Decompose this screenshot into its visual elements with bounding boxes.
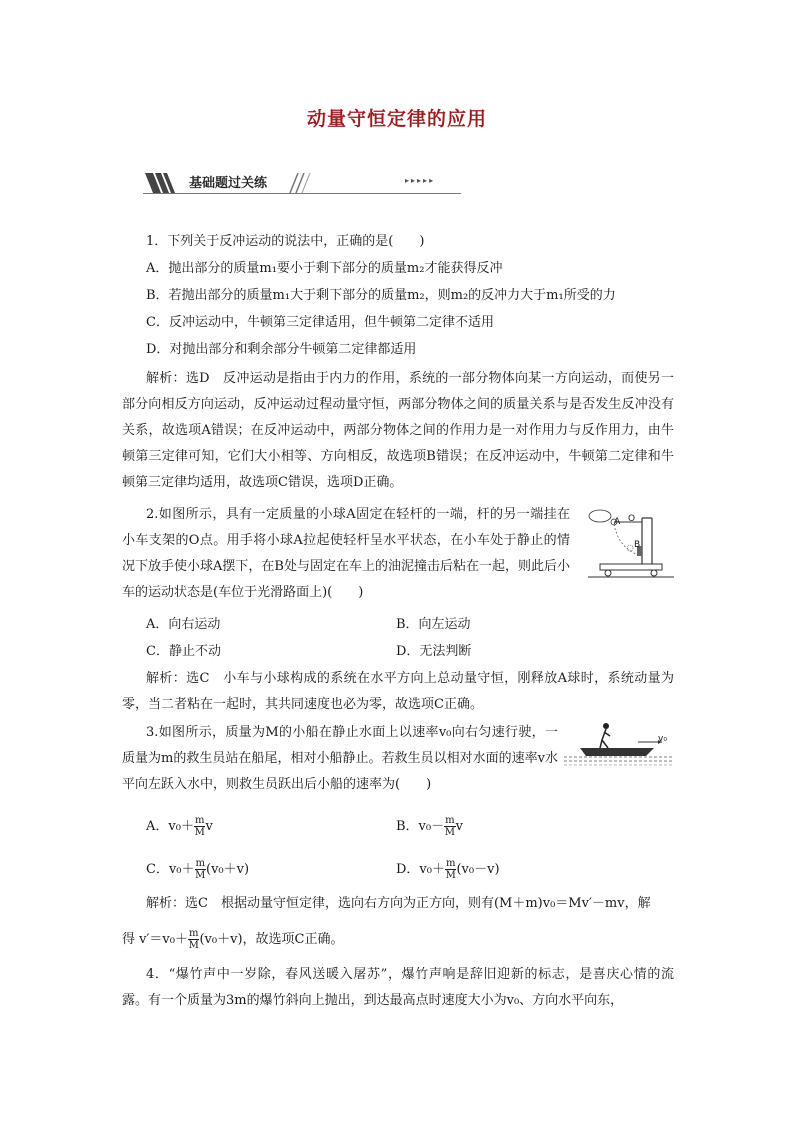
q3-analysis-prefix: 得 v′＝v₀＋ [122,932,188,947]
q1-option-d: D．对抛出部分和剩余部分牛顿第二定律都适用 [146,342,417,357]
q3-option-c-den: M [195,870,206,881]
banner-stripes-icon [143,173,183,193]
q3-option-b-num: m [445,815,455,826]
q3-option-b-suffix: v [455,819,463,834]
q2-stem: 2.如图所示，具有一定质量的小球A固定在轻杆的一端，杆的另一端挂在小车支架的O点。用手将小球A拉起使轻杆呈水平状态，在小车处于静止的情况下放手使小球A摆下，在B处与固定在车上的油泥撞击后粘在一起，则此后小车的运动状态是(车位于光滑路面上)( ) [122,507,570,600]
q1-option-a: A．抛出部分的质量m₁要小于剩下部分的质量m₂才能获得反冲 [146,261,503,276]
q2-figure-label-a: A [614,517,621,527]
q3-figure-label-v0: v₀ [658,734,667,744]
q3-option-b [396,815,463,838]
q3-analysis-line2 [122,928,343,951]
q4-stem: 4．“爆竹声中一岁除，春风送暖入屠苏”，爆竹声响是辞旧迎新的标志，是喜庆心情的流露。有一个质量为3m的爆竹斜向上抛出，到达最高点时速度大小为v₀、方向水平向东， [122,967,674,1008]
banner-rule [143,193,461,194]
q3-analysis-line1: 解析：选C 根据动量守恒定律，选向右方向为正方向，则有(M＋m)v₀＝Mv′－mv，解 [146,896,651,911]
q3-option-a-num: m [194,815,205,826]
q3-option-a-den: M [194,827,205,838]
q2-option-b: B．向左运动 [396,617,471,632]
q2-figure-label-b: B [634,540,641,550]
q3-option-b-fraction [444,815,455,838]
q3-option-c-prefix: C．v₀＋ [146,862,195,877]
q1-option-b: B．若抛出部分的质量m₁大于剩下部分的质量m₂，则m₂的反冲力大于m₁所受的力 [146,288,616,303]
q3-option-d [396,858,500,881]
q3-option-b-den: M [444,827,455,838]
q3-option-c-num: m [195,858,205,869]
q3-option-d-den: M [445,870,456,881]
boat-lifeguard-figure [562,720,676,770]
section-banner-label: 基础题过关练 [189,176,268,191]
q3-option-d-suffix: (v₀－v) [456,862,500,877]
q3-analysis-num: m [188,928,199,939]
q2-option-a: A．向右运动 [146,617,221,632]
section-banner [143,171,461,197]
q3-analysis-den: M [188,940,199,951]
page-title: 动量守恒定律的应用 [306,108,487,130]
q2-figure-label-o: O [628,514,636,524]
q3-analysis-suffix: (v₀＋v)，故选项C正确。 [199,932,344,947]
q3-stem: 3.如图所示，质量为M的小船在静止水面上以速率v₀向右匀速行驶，一质量为m的救生员站在船尾，相对小船静止。若救生员以相对水面的速率v水平向左跃入水中，则救生员跃出后小船的速率为( ) [122,725,558,792]
q3-option-a-fraction [194,815,205,838]
q1-option-c: C．反冲运动中，牛顿第三定律适用，但牛顿第二定律不适用 [146,315,494,330]
q2-option-d: D．无法判断 [396,644,472,659]
banner-hatch-icon [288,173,318,193]
q3-option-c-fraction [195,858,206,881]
q3-option-a-prefix: A．v₀＋ [146,819,194,834]
q1-stem: 1．下列关于反冲运动的说法中，正确的是( ) [146,234,425,249]
q3-option-a-suffix: v [205,819,213,834]
q3-analysis-fraction [188,928,199,951]
q3-option-b-prefix: B．v₀－ [396,819,445,834]
q3-option-c-suffix: (v₀＋v) [206,862,250,877]
q3-option-d-prefix: D．v₀＋ [396,862,445,877]
q3-option-c [146,858,249,881]
q1-analysis: 解析：选D 反冲运动是指由于内力的作用，系统的一部分物体向某一方向运动，而使另一部分向相反方向运动，反冲运动过程动量守恒，两部分物体之间的质量关系与是否发生反冲没有关系，故选项A错误；在反冲运动中，两部分物体之间的作用力是一对作用力与反作用力，由牛顿第三定律可知，它们大小相等、方向相反，故选项B错误；在反冲运动中，牛顿第二定律和牛顿第三定律均适用，故选项C错误，选项D正确。 [122,371,674,490]
q3-option-a [146,815,213,838]
q3-option-d-num: m [445,858,456,869]
q2-option-c: C．静止不动 [146,644,221,659]
q3-option-d-fraction [445,858,456,881]
q2-analysis: 解析：选C 小车与小球构成的系统在水平方向上总动量守恒，刚释放A球时，系统动量为零，当二者粘在一起时，其共同速度也必为零，故选项C正确。 [122,671,674,712]
banner-arrows-icon: ▸▸▸▸▸ [405,176,436,185]
